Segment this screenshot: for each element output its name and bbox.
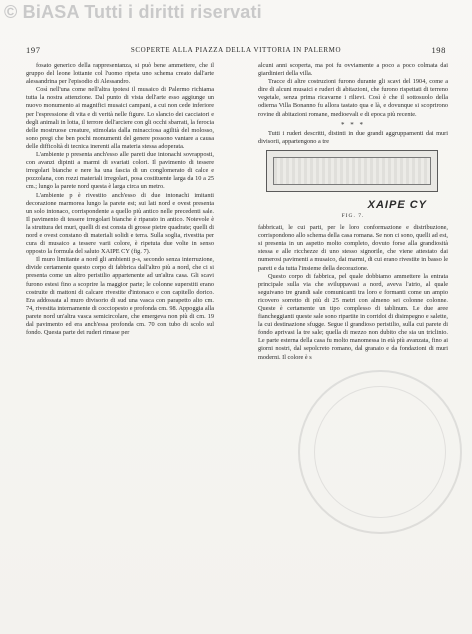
running-title: SCOPERTE ALLA PIAZZA DELLA VITTORIA IN PALERMO (130, 46, 342, 54)
page-number-left: 197 (26, 45, 41, 55)
figure-inscription: XAIPE CY (367, 198, 427, 211)
mosaic-pattern (273, 157, 431, 185)
paragraph: Tutti i ruderi descritti, distinti in due grandi aggruppamenti dai muri divisorii, appartengono a tre (258, 129, 448, 145)
paragraph: L'ambiente p è rivestito anch'esso di due intonachi imitanti decorazione marmorea lungo la parete est; sui lati nord e ovest presenta un solo intonaco, corrispondente a quello più antico nelle precedenti sale. Il pavimento di tessere irregolari bianche è riparato in antico. Notevole è la struttura dei muri, quelli di est consta di grosse pietre quadrate; quelli di nord e ovest constano di materiali solidi e terra. Sulla soglia, rivestita per cura di musaico a tessere varii colore, è ripetuta due volte in senso opposto la formula del saluto XAIPE CY (fig. 7). (26, 191, 214, 256)
paragraph: alcuni anni scoperta, ma poi fu ovviamente a poco a poco colmata dai giardinieri della villa. (258, 62, 448, 78)
running-header (26, 46, 446, 56)
figure-caption: FIG. 7. (341, 212, 365, 219)
paragraph: Tracce di altre costruzioni furono durante gli scavi del 1904, come a dire di alcuni musaici e ruderi di abitazioni, che furono rispettati di terreno vegetale, senza prima ricavarne i rilievi. Così è che il sottosuolo della odierna Villa Bonanno fu allora tastato qua e là, e dovunque si scoprirono rovine di abitazioni romane, medioevali e di epoca più recente. (258, 78, 448, 118)
paragraph: Il muro limitante a nord gli ambienti p-s, secondo senza interruzione, divide certamente questo corpo di fabbrica dall'altro più a nord, che ci si presenta come un altro peristilio appartenente ad un'altra casa. Gli scavi furono estesi fino a scoprire la maggior parte; le colonne superstiti erano costruite di mattoni di calcare rivestite d'intonaco e con capitello dorico. Era addossata al muro divisorio di sud una vasca con parapetto alto cm. 74, rivestita internamente di cocciopesto e profonda cm. 98. Appoggia alla parete nord un'altra vasca semicircolare, che emergeva non più di cm. 19 dal pavimento ed era anch'essa profonda cm. 70 con tubo di scolo sul fondo. Questa parte dei ruderi rimase per (26, 256, 214, 337)
page-number-right: 198 (431, 45, 446, 55)
paragraph: Questo corpo di fabbrica, pel quale dobbiamo ammettere la entrata principale sulla via che sviluppavasi a nord, aveva l'atrio, al quale seguivano tre grandi sale comunicanti tra loro e formanti come un ampio ricovero sorretto di più di 25 metri con almeno sei colonne colonne. Queste è certamente un tipo complesso di tablinum. Le due aree fiancheggianti queste sale sono ripartite in corridoi di disimpegno e salette, la cui destinazione sfugge. Segue il grandioso peristilio, sulla cui parete di fondo aprivasi la tre sale; quella di mezzo non dubito che sia un triclinio. Le parte esterna della casa fu molto manomessa in età più avanzata, fino ai giorni nostri, dal sepolcreto romano, dal granaio e da fondazioni di muri moderni. Il colore è s (258, 272, 448, 361)
right-column (258, 62, 448, 362)
paragraph: fosato generico della rappresentanza, si può bene ammettere, che il gruppo del leone lottante col l'uomo ripeta uno schema creato dall'arte alessandrina per l'episodio di Alessandro. (26, 62, 214, 86)
left-column (26, 62, 214, 337)
section-separator: * * * (341, 120, 365, 129)
library-seal-watermark (298, 370, 462, 534)
figure-mosaic-threshold (266, 150, 438, 211)
paragraph: fabbricati, le cui parti, per le loro conformazione e distribuzione, corrispondono allo schema della casa romana. Se non ci sono, quelli ad est, si presenta in un aspetto molto completo, dovuto forse alla grandiosità stessa e alle ricchezze di uno stesso signorile, che viene attestato dai numerosi pavimenti a musaico, dai marmi, di cui erano rivestite in basso le pareti e da tutta l'insieme della decorazione. (258, 224, 448, 272)
paragraph: L'ambiente p presenta anch'esso alle pareti due intonachi sovrapposti, con avanzi dipinti a marmi di svariati colori. Il pavimento di tessere irregolari bianche e nere ha una fascia di un conglomerato di calce e pozzolana, con rozzi materiali irregolari, posa costituente larga da 10 a 25 cm.; lungo la parete nord questa è larga circa un metro. (26, 151, 214, 191)
paragraph: Così nell'una come nell'altra ipotesi il musaico di Palermo richiama tutta la nostra attenzione. Dal punto di vista dell'arte esso aggiunge un nuovo monumento ai magnifici musaici campani, a cui non cede inferiore per l'espressione di vita e di verità nelle figure. Lo slancio dei cacciatori e degli animali in lotta, il terrore dell'arciere con gli occhi sbarrati, la ferocia delle mostruose creature, stimolata dalla minacciosa agilità del molosso, sono pregi che ben pochi monumenti del genere possono vantare a causa delle difficoltà di tecnica inerenti alla materia stessa adoperata. (26, 86, 214, 150)
watermark: © BiASA Tutti i diritti riservati (4, 2, 262, 22)
